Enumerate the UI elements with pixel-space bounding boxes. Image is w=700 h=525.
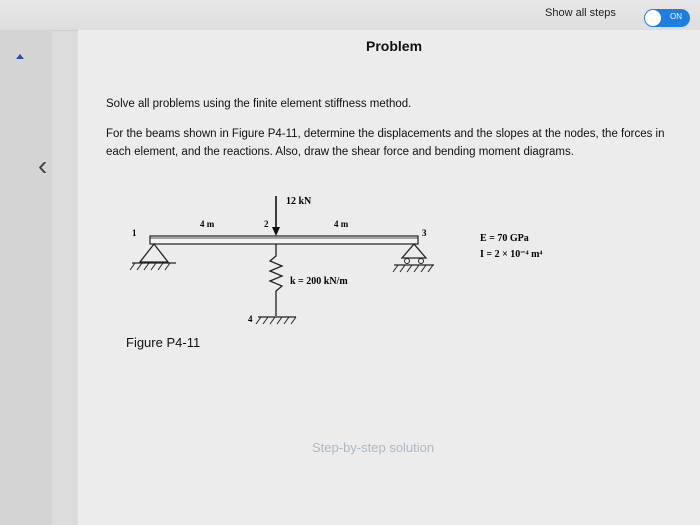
node-3-label: 3 bbox=[422, 228, 427, 238]
load-arrowhead bbox=[272, 227, 280, 236]
beam-figure bbox=[118, 190, 678, 390]
step-by-step-solution-link[interactable]: Step-by-step solution bbox=[312, 440, 435, 455]
node-2-label: 2 bbox=[264, 219, 269, 229]
modulus-label: E = 70 GPa bbox=[480, 233, 529, 244]
beam bbox=[150, 236, 418, 244]
figure-caption: Figure P4-11 bbox=[126, 335, 201, 350]
problem-instruction: Solve all problems using the finite element stiffness method. bbox=[106, 98, 412, 110]
show-all-steps-toggle[interactable] bbox=[644, 9, 690, 27]
node-1-label: 1 bbox=[132, 228, 137, 238]
inertia-label: I = 2 × 10⁻⁴ m⁴ bbox=[480, 249, 543, 260]
top-bar bbox=[0, 0, 700, 31]
panel-title: Problem bbox=[366, 38, 423, 54]
roller-support-node-3 bbox=[402, 244, 426, 258]
toggle-knob bbox=[645, 10, 661, 26]
pin-support-node-1 bbox=[140, 244, 168, 262]
up-arrow-icon[interactable] bbox=[16, 54, 24, 59]
problem-panel bbox=[78, 30, 700, 525]
sidebar bbox=[0, 30, 52, 525]
toggle-state-label: ON bbox=[670, 12, 682, 21]
problem-question: For the beams shown in Figure P4-11, determine the displacements and the slopes at the nodes, the forces in each element, and the reactions. Also, draw the shear force and bending moment diagrams. bbox=[106, 128, 665, 158]
show-all-steps-label: Show all steps bbox=[545, 7, 616, 19]
spring bbox=[270, 244, 282, 316]
span-2-label: 4 m bbox=[334, 219, 349, 229]
span-1-label: 4 m bbox=[200, 219, 215, 229]
load-label: 12 kN bbox=[286, 196, 312, 207]
spring-label: k = 200 kN/m bbox=[290, 276, 348, 287]
chevron-left-icon[interactable]: ‹ bbox=[38, 150, 48, 181]
node-4-label: 4 bbox=[248, 314, 253, 324]
